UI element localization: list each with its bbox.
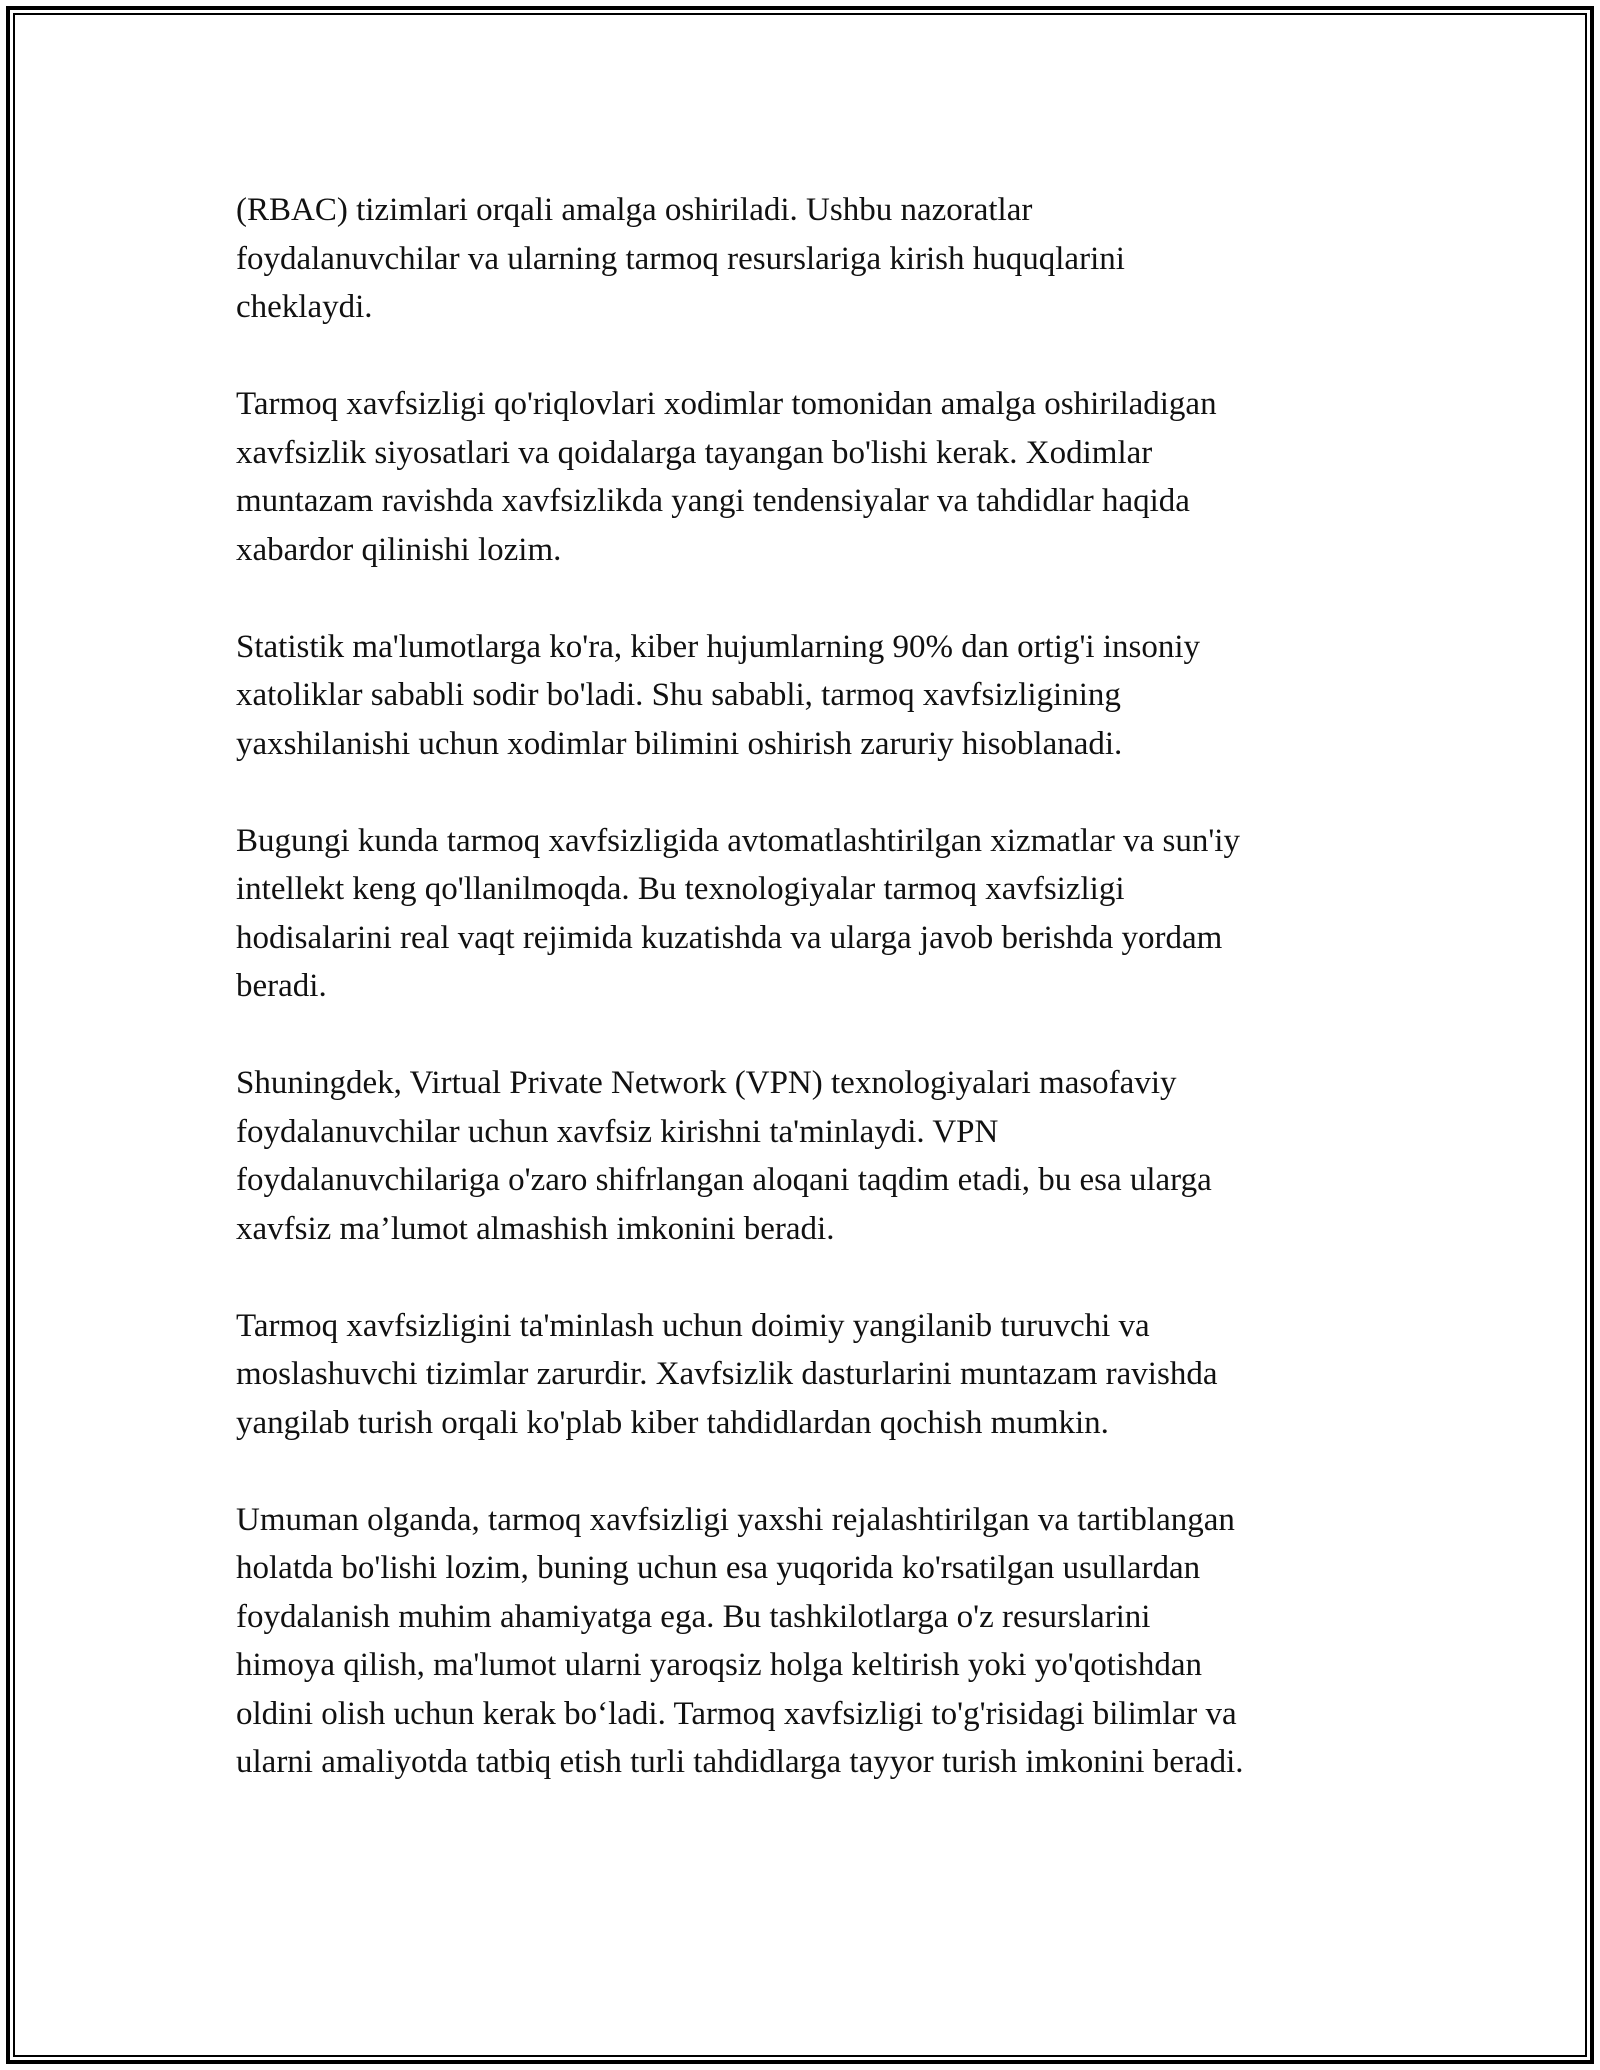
text-line: Umuman olganda, tarmoq xavfsizligi yaxshi rejalashtirilgan va tartiblangan bbox=[236, 1501, 1235, 1538]
paragraph-staff-policies bbox=[236, 380, 1366, 574]
text-line: Tarmoq xavfsizligini ta'minlash uchun doimiy yangilanib turuvchi va bbox=[236, 1307, 1150, 1344]
text-line: xatoliklar sababli sodir bo'ladi. Shu sababli, tarmoq xavfsizligining bbox=[236, 677, 1121, 713]
text-line: holatda bo'lishi lozim, buning uchun esa yuqorida ko'rsatilgan usullardan bbox=[236, 1550, 1201, 1586]
text-line: himoya qilish, ma'lumot ularni yaroqsiz holga keltirish yoki yo'qotishdan bbox=[236, 1647, 1203, 1683]
document-body bbox=[236, 186, 1366, 1835]
text-line: ularni amaliyotda tatbiq etish turli tahdidlarga tayyor turish imkonini beradi. bbox=[236, 1744, 1244, 1780]
text-line: Bugungi kunda tarmoq xavfsizligida avtomatlashtirilgan xizmatlar va sun'iy bbox=[236, 822, 1240, 859]
text-line: xavfsizlik siyosatlari va qoidalarga tayangan bo'lishi kerak. Xodimlar bbox=[236, 434, 1153, 471]
text-line: xabardor qilinishi lozim. bbox=[236, 531, 562, 568]
text-line: beradi. bbox=[236, 968, 327, 1004]
text-line: moslashuvchi tizimlar zarurdir. Xavfsizlik dasturlarini muntazam ravishda bbox=[236, 1356, 1218, 1392]
text-line: yaxshilanishi uchun xodimlar bilimini oshirish zaruriy hisoblanadi. bbox=[236, 725, 1123, 762]
paragraph-rbac bbox=[236, 186, 1366, 332]
text-line: Tarmoq xavfsizligi qo'riqlovlari xodimlar tomonidan amalga oshiriladigan bbox=[236, 386, 1217, 422]
paragraph-updates bbox=[236, 1302, 1366, 1448]
text-line: oldini olish uchun kerak bo‘ladi. Tarmoq xavfsizligi to'g'risidagi bilimlar va bbox=[236, 1695, 1237, 1732]
paragraph-automation-ai bbox=[236, 817, 1366, 1011]
paragraph-statistics bbox=[236, 623, 1366, 769]
text-line: foydalanuvchilar va ularning tarmoq resurslariga kirish huquqlarini bbox=[236, 240, 1125, 277]
text-line: (RBAC) tizimlari orqali amalga oshiriladi. Ushbu nazoratlar bbox=[236, 192, 1033, 228]
paragraph-vpn bbox=[236, 1059, 1366, 1253]
text-line: xavfsiz ma’lumot almashish imkonini beradi. bbox=[236, 1210, 835, 1247]
text-line: foydalanuvchilar uchun xavfsiz kirishni ta'minlaydi. VPN bbox=[236, 1113, 999, 1150]
text-line: yangilab turish orqali ko'plab kiber tahdidlardan qochish mumkin. bbox=[236, 1404, 1109, 1441]
text-line: Shuningdek, Virtual Private Network (VPN) texnologiyalari masofaviy bbox=[236, 1065, 1177, 1101]
paragraph-conclusion bbox=[236, 1496, 1366, 1787]
text-line: cheklaydi. bbox=[236, 289, 373, 325]
text-line: foydalanish muhim ahamiyatga ega. Bu tashkilotlarga o'z resurslarini bbox=[236, 1598, 1151, 1635]
text-line: muntazam ravishda xavfsizlikda yangi tendensiyalar va tahdidlar haqida bbox=[236, 483, 1190, 519]
text-line: Statistik ma'lumotlarga ko'ra, kiber hujumlarning 90% dan ortig'i insoniy bbox=[236, 628, 1201, 665]
text-line: intellekt keng qo'llanilmoqda. Bu texnologiyalar tarmoq xavfsizligi bbox=[236, 871, 1125, 907]
text-line: foydalanuvchilariga o'zaro shifrlangan aloqani taqdim etadi, bu esa ularga bbox=[236, 1162, 1212, 1198]
text-line: hodisalarini real vaqt rejimida kuzatishda va ularga javob berishda yordam bbox=[236, 919, 1223, 956]
